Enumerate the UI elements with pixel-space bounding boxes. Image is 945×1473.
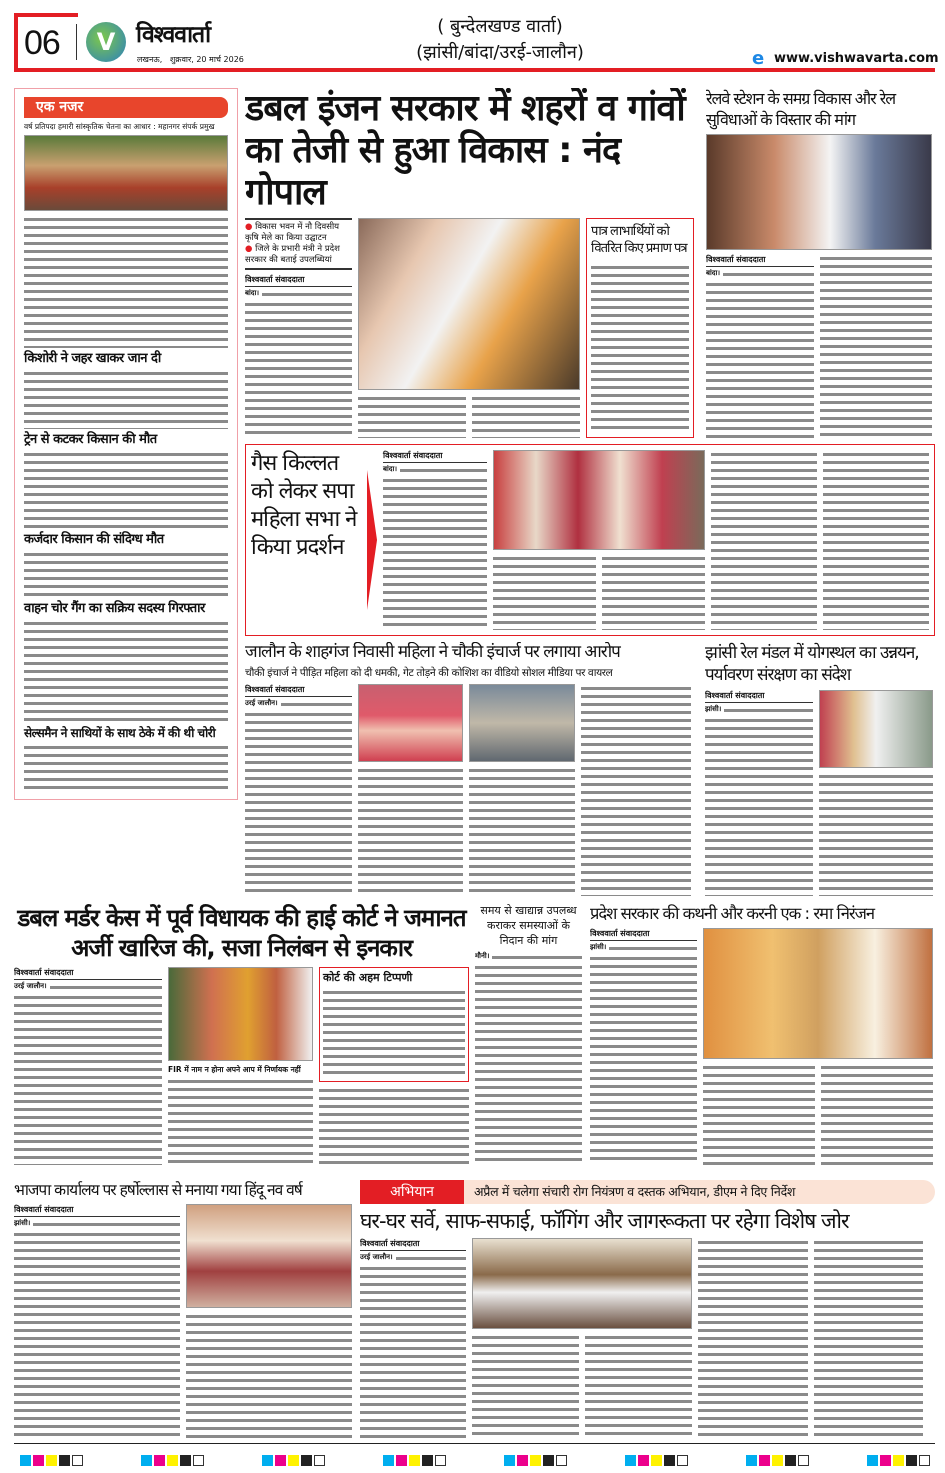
yoga-text (705, 716, 813, 896)
gas-text (493, 554, 596, 630)
grain-story (475, 903, 582, 1165)
campaign-tag (360, 1180, 464, 1204)
sidebox-text (591, 263, 689, 433)
sidebar-text (24, 550, 228, 598)
campaign-text (585, 1333, 692, 1438)
bjp-text (33, 1220, 180, 1228)
murder-photo (168, 967, 313, 1061)
lead-sidebox (586, 218, 694, 438)
sidebar-text (24, 450, 228, 529)
sidebar-text (24, 743, 228, 791)
bjp-photo (186, 1204, 352, 1308)
gas-story-box (245, 444, 935, 636)
rail-photo (706, 134, 932, 250)
jalaun-photo-woman (358, 684, 463, 762)
red-arrow-divider (367, 470, 377, 610)
lead-story (245, 88, 700, 438)
jalaun-text (469, 766, 575, 896)
edition-cities: (झांसी/बांदा/उरई-जालौन) (416, 42, 584, 63)
rama-text (609, 944, 697, 952)
sidebar-text (24, 619, 228, 722)
sidebar-photo (24, 135, 228, 211)
campaign-story (360, 1180, 935, 1438)
grain-text (492, 953, 582, 961)
gas-text (711, 450, 817, 630)
grain-dateline: मौनी। (475, 952, 490, 960)
campaign-banner (360, 1180, 935, 1204)
browser-icon: e (752, 48, 765, 69)
murder-story (14, 903, 469, 1165)
cmyk-mark (504, 1455, 567, 1466)
rama-byline: विश्ववार्ता संवाददाता (590, 928, 697, 941)
lead-text (245, 300, 352, 438)
gas-dateline: बांदा। (383, 465, 397, 473)
court-box-text (323, 988, 465, 1078)
footer-rule (14, 1443, 935, 1444)
bjp-byline: विश्ववार्ता संवाददाता (14, 1204, 180, 1217)
sidebar-box (14, 88, 238, 800)
court-box (319, 967, 469, 1082)
color-registration-marks (20, 1455, 930, 1466)
yoga-headline: झांसी रेल मंडल में योगस्थल का उन्नयन, पर्यावरण संरक्षण का संदेश (705, 643, 919, 685)
sidebar-item-headline: ट्रेन से कटकर किसान की मौत (24, 432, 157, 448)
jalaun-byline: विश्ववार्ता संवाददाता (245, 684, 352, 697)
gas-text (602, 554, 705, 630)
gas-text (823, 450, 929, 630)
logo-icon: V (86, 22, 126, 62)
jalaun-photo-police (469, 684, 575, 762)
rama-text (590, 954, 697, 1165)
edition-title: ( बुन्देलखण्ड वार्ता) (437, 16, 563, 37)
murder-dateline: उरई जालौन। (14, 982, 47, 990)
court-box-title: कोर्ट की अहम टिप्पणी (323, 971, 413, 984)
yoga-dateline: झांसी। (705, 705, 722, 713)
lead-text (358, 394, 466, 438)
murder-text (14, 993, 162, 1165)
lead-dateline: बांदा। (245, 289, 259, 297)
rama-headline: प्रदेश सरकार की कथनी और करनी एक : रमा निरंजन (590, 904, 875, 923)
yoga-story (705, 642, 933, 896)
gas-byline: विश्ववार्ता संवाददाता (383, 450, 487, 463)
campaign-tag-label: अभियान (390, 1184, 434, 1200)
sidebox-title: पात्र लाभार्थियों को वितरित किए प्रमाण पत्र (591, 224, 687, 256)
sidebar-item-headline: वाहन चोर गैंग का सक्रिय सदस्य गिरफ्तार (24, 601, 205, 617)
cmyk-mark (383, 1455, 446, 1466)
rail-text (723, 270, 814, 278)
lead-byline: विश्ववार्ता संवाददाता (245, 274, 352, 287)
jalaun-text (281, 700, 352, 708)
highlight-item: ● विकास भवन में नौ दिवसीय कृषि मेले का किया उद्घाटन (245, 222, 340, 243)
yoga-text (724, 706, 813, 714)
rama-text (821, 1063, 933, 1165)
yoga-photo (819, 690, 933, 768)
murder-text (50, 983, 162, 991)
website-link[interactable]: www.vishwavarta.com (774, 51, 939, 66)
sidebar-banner (24, 97, 228, 118)
murder-subhead: FIR में नाम न होना अपने आप में निर्णायक नहीं (168, 1065, 301, 1074)
sidebar-banner-label: एक नजर (36, 99, 84, 115)
cmyk-mark (141, 1455, 204, 1466)
campaign-photo (472, 1238, 692, 1329)
rama-text (703, 1063, 815, 1165)
divider (76, 24, 77, 60)
rail-text (706, 280, 814, 438)
gas-headline: गैस किल्लत को लेकर सपा महिला सभा ने किया प्रदर्शन (251, 451, 357, 560)
grain-headline: समय से खाद्यान्न उपलब्ध कराकर समस्याओं के निदान की मांग (480, 904, 577, 947)
cmyk-mark (625, 1455, 688, 1466)
lead-text (472, 394, 580, 438)
cmyk-mark (746, 1455, 809, 1466)
jalaun-text (245, 710, 352, 896)
sidebar-top-headline: वर्ष प्रतिपदा हमारी सांस्कृतिक चेतना का आधार : महानगर संपर्क प्रमुख (24, 122, 215, 131)
jalaun-story (245, 642, 697, 896)
sidebar-text (24, 369, 228, 429)
highlight-text: विकास भवन में नौ दिवसीय कृषि मेले का किया उद्घाटन (245, 222, 340, 243)
campaign-text (814, 1238, 923, 1438)
campaign-text (360, 1264, 466, 1438)
paper-name: विश्ववार्ता (136, 22, 211, 48)
sidebar-item-headline: कर्जदार किसान की संदिग्ध मौत (24, 531, 164, 547)
campaign-headline: घर-घर सर्वे, साफ-सफाई, फॉगिंग और जागरूकता पर रहेगा विशेष जोर (360, 1209, 849, 1233)
campaign-kicker: अप्रैल में चलेगा संचारी रोग नियंत्रण व दस्तक अभियान, डीएम ने दिए निर्देश (474, 1184, 796, 1199)
rama-story (590, 903, 933, 1165)
gas-text (400, 466, 487, 474)
jalaun-text (581, 684, 691, 896)
page-number: 06 (24, 24, 60, 62)
gas-photo (493, 450, 705, 550)
dateline: लखनऊ, शुक्रवार, 20 मार्च 2026 (137, 55, 244, 64)
campaign-text (472, 1333, 579, 1438)
murder-byline: विश्ववार्ता संवाददाता (14, 967, 162, 980)
jalaun-text (358, 766, 463, 896)
yoga-text (819, 772, 933, 896)
lead-headline: डबल इंजन सरकार में शहरों व गांवों का तेजी से हुआ विकास : नंद गोपाल (245, 88, 685, 213)
lead-photo (358, 218, 580, 390)
campaign-byline: विश्ववार्ता संवाददाता (360, 1238, 466, 1251)
bjp-headline: भाजपा कार्यालय पर हर्षोल्लास से मनाया गया हिंदू नव वर्ष (14, 1181, 302, 1199)
sidebar-item-headline: सेल्समैन ने साथियों के साथ ठेके में की थी चोरी (24, 725, 216, 740)
cmyk-mark (262, 1455, 325, 1466)
jalaun-dateline: उरई जालौन। (245, 699, 278, 707)
lead-highlights (245, 218, 352, 270)
masthead-accent-bar (14, 13, 78, 17)
bjp-text (14, 1230, 180, 1438)
cmyk-mark (20, 1455, 83, 1466)
rail-dateline: बांदा। (706, 269, 720, 277)
bjp-dateline: झांसी। (14, 1219, 31, 1227)
rail-headline: रेलवे स्टेशन के समग्र विकास और रेल सुविधाओं के विस्तार की मांग (706, 89, 896, 129)
murder-headline: डबल मर्डर केस में पूर्व विधायक की हाई कोर्ट ने जमानत अर्जी खारिज की, सजा निलंबन से इनकार (17, 904, 466, 962)
campaign-dateline: उरई जालौन। (360, 1253, 393, 1261)
murder-text (319, 1086, 469, 1165)
lead-text (262, 290, 352, 298)
rama-photo (703, 928, 933, 1059)
campaign-text (396, 1254, 466, 1262)
bjp-story (14, 1180, 352, 1438)
jalaun-headline: जालौन के शाहगंज निवासी महिला ने चौकी इंचार्ज पर लगाया आरोप (245, 642, 620, 662)
campaign-text (698, 1238, 808, 1438)
rail-byline: विश्ववार्ता संवाददाता (706, 254, 814, 267)
bjp-text (186, 1312, 352, 1438)
cmyk-mark (867, 1455, 930, 1466)
murder-text (168, 1077, 313, 1165)
yoga-byline: विश्ववार्ता संवाददाता (705, 690, 813, 703)
highlight-text: जिले के प्रभारी मंत्री ने प्रदेश सरकार की बताई उपलब्धियां (245, 244, 340, 265)
rama-dateline: झांसी। (590, 943, 607, 951)
highlight-item: ● जिले के प्रभारी मंत्री ने प्रदेश सरकार की बताई उपलब्धियां (245, 244, 340, 265)
sidebar-text (24, 215, 228, 348)
jalaun-subheadline: चौकी इंचार्ज ने पीड़ित महिला को दी धमकी, गेट तोड़ने की कोशिश का वीडियो सोशल मीडिया पर वायरल (245, 667, 613, 679)
rail-text (820, 254, 932, 438)
sidebar-item-headline: किशोरी ने जहर खाकर जान दी (24, 350, 161, 366)
grain-text (475, 963, 582, 1165)
gas-text (383, 476, 487, 630)
rail-story (706, 88, 932, 438)
